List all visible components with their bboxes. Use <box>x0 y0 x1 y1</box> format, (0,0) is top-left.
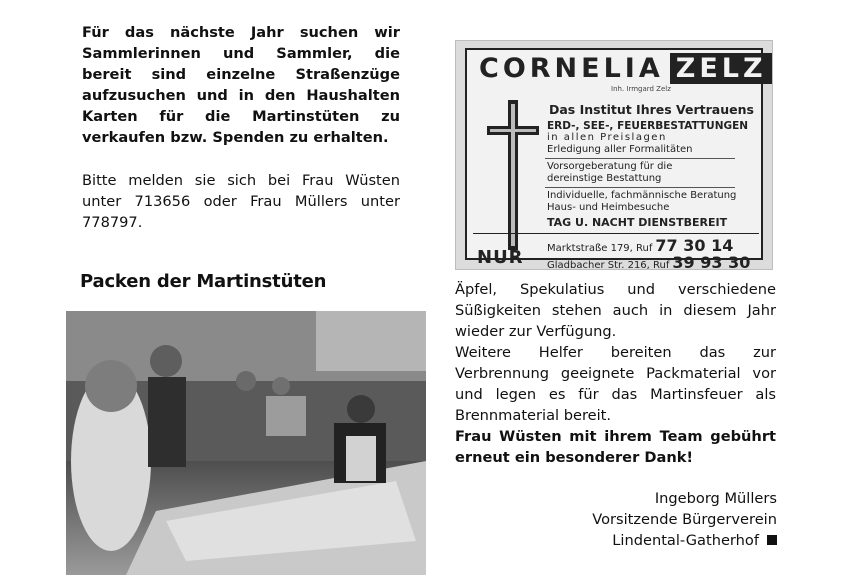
end-square-icon <box>767 535 777 545</box>
helpers-paragraph: Weitere Helfer bereiten das zur Verbrennung geeignete Packmaterial vor und legen es für das Martinsfeuer als Brennmaterial bereit. <box>455 344 776 424</box>
ad-service-line: ERD-, SEE-, FEUERBESTATTUNGEN <box>547 120 749 132</box>
cross-icon <box>487 100 539 250</box>
ad-owner: Inh. Irmgard Zelz <box>611 85 671 93</box>
ad-name-first: CORNELIA <box>479 53 664 84</box>
ad-service-line: dereinstige Bestattung <box>547 173 662 184</box>
funeral-home-advertisement <box>455 40 773 270</box>
ad-service-line: Erledigung aller Formalitäten <box>547 144 693 155</box>
ad-service-line: TAG U. NACHT DIENSTBEREIT <box>547 216 728 229</box>
contact-paragraph: Bitte melden sie sich bei Frau Wüsten unter 713656 oder Frau Müllers unter 778797. <box>82 172 400 231</box>
ad-address-2: Gladbacher Str. 216, Ruf 39 93 30 <box>547 253 751 270</box>
thanks-paragraph: Frau Wüsten mit ihrem Team gebührt erneut ein besonderer Dank! <box>455 428 776 466</box>
signature-place: Lindental-Gatherhof <box>612 530 777 551</box>
ad-service-line: Haus- und Heimbesuche <box>547 202 670 213</box>
ad-phone-1: 77 30 14 <box>655 236 734 255</box>
signature-name: Ingeborg Müllers <box>654 490 777 507</box>
ad-divider <box>545 158 735 159</box>
appeal-paragraph: Für das nächste Jahr suchen wir Sammlerinnen und Sammler, die bereit sind einzelne Straßenzüge aufzusuchen und in den Haushalten Karten für die Martinstüten zu verkaufen bzw. Spenden zu erhalten. <box>82 24 400 146</box>
sweets-paragraph: Äpfel, Spekulatius und verschiedene Süßigkeiten stehen auch in diesem Jahr wieder zur Verfügung. <box>455 281 776 340</box>
ad-company-name <box>479 53 767 84</box>
section-heading: Packen der Martinstüten <box>80 271 327 292</box>
ad-service-line: Individuelle, fachmännische Beratung <box>547 190 737 201</box>
ad-service-line: in allen Preislagen <box>547 132 667 143</box>
ad-address-1: Marktstraße 179, Ruf 77 30 14 <box>547 236 734 255</box>
packing-photo <box>66 311 426 575</box>
ad-service-line: Vorsorgeberatung für die <box>547 161 673 172</box>
ad-name-last: ZELZ <box>670 53 773 84</box>
ad-frame <box>465 48 767 270</box>
ad-nur: NUR <box>477 247 524 268</box>
ad-tagline: Das Institut Ihres Vertrauens <box>549 102 754 117</box>
ad-divider <box>545 187 735 188</box>
ad-phone-2: 39 93 30 <box>672 253 751 270</box>
signature-role: Vorsitzende Bürgerverein <box>592 511 777 528</box>
ad-divider <box>473 233 759 234</box>
